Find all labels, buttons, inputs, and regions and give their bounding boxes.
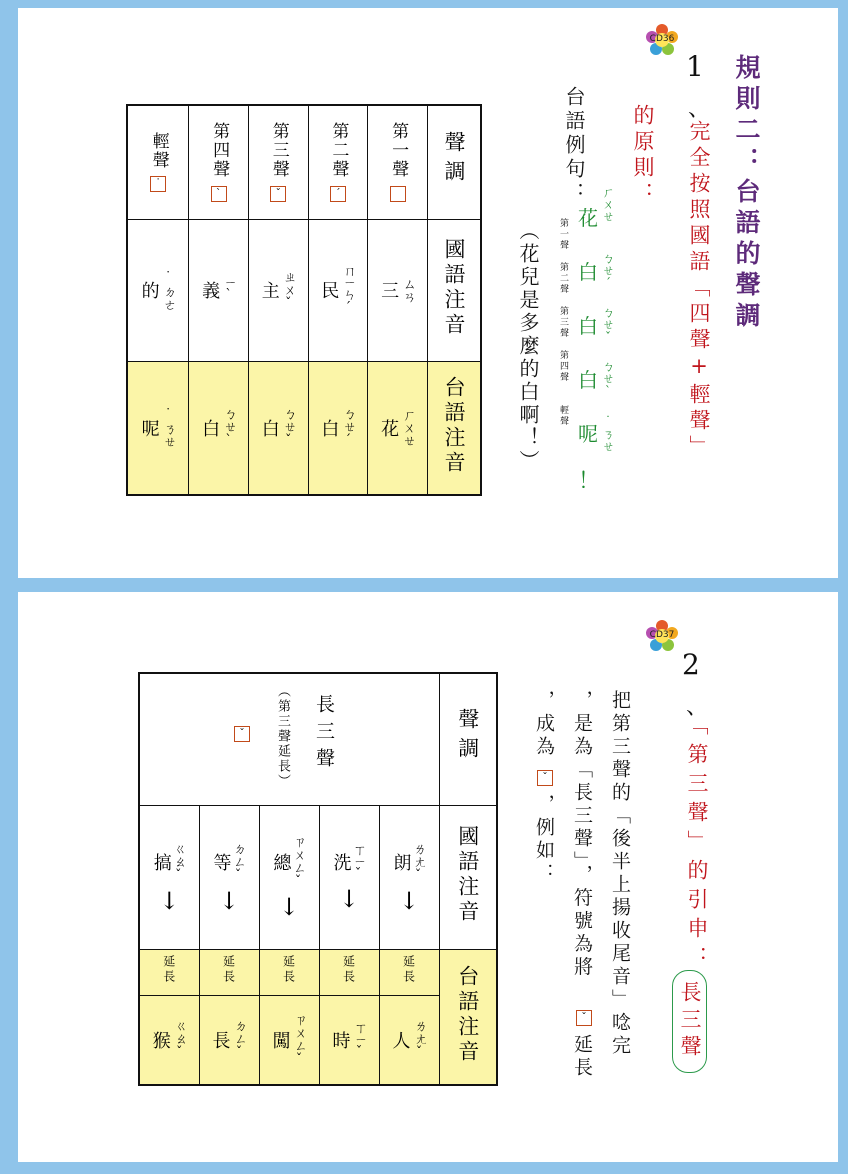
- guoyu-cell: 洗 ㄒㄧˇ ↓: [319, 805, 379, 949]
- guoyu-cell: 總 ㄗㄨㄥˇ ↓: [259, 805, 319, 949]
- tone-header-third: 第三聲 ˇ: [248, 105, 308, 219]
- tone-mark-box: [390, 186, 406, 202]
- extend-cell: 延長: [319, 949, 379, 995]
- taiyu-cell: 呢 ˙ㄋㄝ: [127, 361, 189, 495]
- tone-table: [126, 104, 482, 496]
- guoyu-cell: 搞 ㄍㄠˇ ↓: [139, 805, 199, 949]
- item-separator: 、: [688, 97, 711, 122]
- long-tone-name: 長三聲: [313, 694, 335, 775]
- tone-header-first: 第一聲: [368, 105, 428, 219]
- guoyu-cell: 的 ˙ㄉㄜ: [127, 219, 189, 361]
- badge-label: CD37: [649, 630, 675, 640]
- taiyu-cell: 猴 ㄍㄠˇ: [139, 995, 199, 1085]
- example-char: 白: [578, 368, 598, 392]
- taiyu-cell: 闖 ㄗㄨㄥˇ: [259, 995, 319, 1085]
- extend-cell: 延長: [199, 949, 259, 995]
- extend-cell: 延長: [379, 949, 439, 995]
- panel-long-third-tone: [18, 592, 838, 1162]
- example-char: 花: [578, 206, 598, 230]
- row-label-guoyu: 國語注音: [439, 805, 497, 949]
- page-title: 規則二：台語的聲調: [732, 54, 761, 333]
- example-zhuyin: ㄏㄨㄝ: [601, 186, 615, 222]
- guoyu-cell: 義 ㄧˋ: [189, 219, 249, 361]
- item-number: 2: [682, 648, 700, 681]
- taiyu-cell: 時 ㄒㄧˇ: [319, 995, 379, 1085]
- cd37-badge[interactable]: [646, 620, 678, 652]
- extend-cell: 延長: [259, 949, 319, 995]
- guoyu-cell: 民 ㄇㄧㄣˊ: [308, 219, 368, 361]
- body-tail: 延長: [571, 1034, 593, 1080]
- boxed-term-long-third: 長三聲: [672, 970, 707, 1073]
- example-char: 白: [578, 314, 598, 338]
- badge-label: CD36: [649, 34, 675, 44]
- row-label-guoyu: 國語注音: [427, 219, 481, 361]
- guoyu-cell: 主 ㄓㄨˇ: [248, 219, 308, 361]
- example-intro: 台語例句：: [562, 86, 586, 206]
- long-tone-table: [138, 672, 498, 1086]
- taiyu-cell: 白 ㄅㄝˊ: [308, 361, 368, 495]
- item-title: 「第三聲」的引申：: [685, 714, 709, 975]
- guoyu-cell: 等 ㄉㄥˇ ↓: [199, 805, 259, 949]
- tone-mark-box: ˇ: [234, 726, 250, 742]
- example-meaning: （花兒是多麼的白啊！）: [516, 220, 540, 473]
- arrow-down-icon: ↓: [278, 893, 300, 921]
- tone-header-fourth: 第四聲 ˋ: [189, 105, 249, 219]
- body-line-1: 把第三聲的「後半上揚收尾音」唸完: [609, 690, 631, 1058]
- taiyu-cell: 人 ㄌㄤˇ: [379, 995, 439, 1085]
- example-char: 呢: [578, 422, 598, 446]
- example-zhuyin: ˙ㄋㄝ: [601, 414, 615, 452]
- example-zhuyin: ㄅㄝˋ: [601, 360, 615, 398]
- tone-mark-box: ˊ: [330, 186, 346, 202]
- arrow-down-icon: ↓: [398, 886, 420, 915]
- taiyu-cell: 花 ㄏㄨㄝ: [368, 361, 428, 495]
- body-line-2: ，是為「長三聲」，符號為將: [571, 690, 593, 980]
- panel-rule-two: [18, 8, 838, 578]
- row-label-taiyu: 台語注音: [427, 361, 481, 495]
- example-tone-names: 第一聲 第二聲 第三聲 第四聲 輕聲: [558, 218, 568, 427]
- example-exclamation: ！: [578, 469, 601, 494]
- tone-mark-box: ˇ: [270, 186, 286, 202]
- item-separator: 、: [686, 695, 709, 720]
- item-title: 完全按照國語「四聲+輕聲」: [687, 120, 711, 461]
- arrow-down-icon: ↓: [338, 885, 360, 914]
- cd36-badge[interactable]: [646, 24, 678, 56]
- item-number: 1: [686, 50, 704, 83]
- long-tone-header: [139, 673, 439, 805]
- header-tone-label: 聲調: [427, 105, 481, 219]
- tone-header-light: 輕聲 ˙: [127, 105, 189, 219]
- arrow-down-icon: ↓: [159, 886, 180, 915]
- example-zhuyin: ㄅㄝˇ: [601, 306, 615, 344]
- example-char: 白: [578, 260, 598, 284]
- taiyu-cell: 長 ㄉㄥˇ: [199, 995, 259, 1085]
- taiyu-cell: 白 ㄅㄝˋ: [189, 361, 249, 495]
- tone-header-second: 第二聲 ˊ: [308, 105, 368, 219]
- example-sentence: [578, 186, 628, 494]
- extend-cell: 延長: [139, 949, 199, 995]
- tone-mark-box: ˋ: [211, 186, 227, 202]
- tone-mark-box: ˇ: [537, 770, 553, 786]
- taiyu-cell: 白 ㄅㄝˇ: [248, 361, 308, 495]
- header-tone-label: 聲調: [439, 673, 497, 805]
- example-zhuyin: ㄅㄝˊ: [601, 252, 615, 290]
- tone-mark-box: ˙: [150, 176, 166, 192]
- long-tone-note: （第三聲延長）: [275, 684, 290, 789]
- body-line-4: ，例如：: [533, 794, 555, 886]
- item-title-continued: 的原則：: [631, 104, 655, 208]
- guoyu-cell: 三 ㄙㄢ: [368, 219, 428, 361]
- arrow-down-icon: ↓: [218, 886, 240, 915]
- guoyu-cell: 朗 ㄌㄤˇ ↓: [379, 805, 439, 949]
- tone-mark-box: ˇ: [576, 1010, 592, 1026]
- body-line-3: ，成為: [533, 690, 555, 759]
- row-label-taiyu: 台語注音: [439, 949, 497, 1085]
